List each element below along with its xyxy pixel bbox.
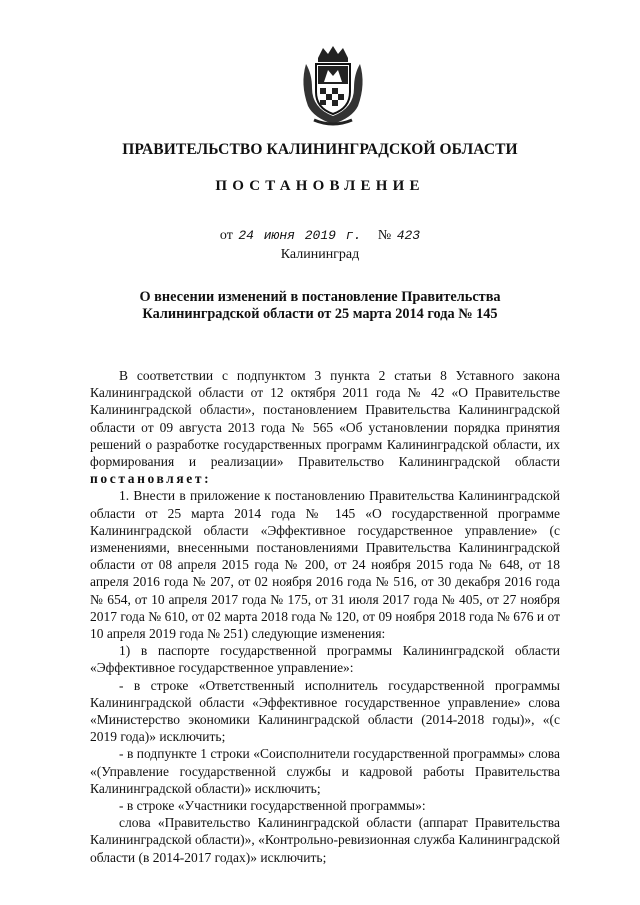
decree-date-line xyxy=(0,228,640,244)
document-type-title: ПОСТАНОВЛЕНИЕ xyxy=(215,178,425,194)
change-words-paragraph: слова «Правительство Калининградской области (аппарат Правительства Калининградской области)», «Контрольно-ревизионная служба Калининградской области (в 2014-2017 годах)» исключить; xyxy=(90,815,560,865)
decree-city: Калининград xyxy=(280,247,360,262)
preamble-paragraph xyxy=(90,367,560,487)
preamble-text: В соответствии с подпунктом 3 пункта 2 статьи 8 Уставного закона Калининградской области от 12 октября 2011 года № 42 «О Правительстве Калининградской области», постановлением Правительства Калининградской области от 09 августа 2013 года № 565 «Об установлении порядка принятия решений о разработке государственных программ Калининградской области, их формирования и реализации» Правительство Калининградской области xyxy=(90,368,560,470)
decree-date: 24 июня 2019 г. xyxy=(238,228,362,243)
decree-number: 423 xyxy=(396,228,421,243)
subitem-1-paragraph: 1) в паспорте государственной программы Калининградской области «Эффективное государственное управление»: xyxy=(90,643,560,676)
change-participants-paragraph: - в строке «Участники государственной программы»: xyxy=(119,798,426,814)
government-title: ПРАВИТЕЛЬСТВО КАЛИНИНГРАДСКОЙ ОБЛАСТИ xyxy=(122,141,518,158)
decree-body xyxy=(90,367,560,866)
subject-line-2: Калининградской области от 25 марта 2014 года № 145 xyxy=(142,306,498,322)
change-responsible-paragraph: - в строке «Ответственный исполнитель государственной программы Калининградской области «Эффективное государственное управление» слова «Министерство экономики Калининградской области (2014-2018 годы)», «(с 2019 года)» исключить; xyxy=(90,677,560,745)
date-prefix: от xyxy=(219,228,233,243)
number-prefix: № xyxy=(377,228,392,243)
resolves-word: постановляет: xyxy=(90,471,212,487)
item-1-paragraph: 1. Внести в приложение к постановлению Правительства Калининградской области от 25 марта 2014 года № 145 «О государственной программе Калининградской области «Эффективное государственное управление» (с изменениями, внесенными постановлениями Правительства Калининградской области от 08 апреля 2015 года № 200, от 24 ноября 2015 года № 648, от 18 апреля 2016 года № 207, от 02 ноября 2016 года № 516, от 30 декабря 2016 года № 654, от 10 апреля 2017 года № 175, от 31 июля 2017 года № 405, от 27 ноября 2017 года № 610, от 02 марта 2018 года № 120, от 09 ноября 2018 года № 676 и от 10 апреля 2019 года № 251) следующие изменения: xyxy=(90,488,560,642)
decree-subject xyxy=(80,289,560,323)
coat-of-arms-emblem xyxy=(296,44,370,126)
subject-line-1: О внесении изменений в постановление Правительства xyxy=(139,289,501,305)
change-coexecutors-paragraph: - в подпункте 1 строки «Соисполнители государственной программы» слова «(Управление государственной службы и кадровой работы Правительства Калининградской области)» исключить; xyxy=(90,746,560,796)
